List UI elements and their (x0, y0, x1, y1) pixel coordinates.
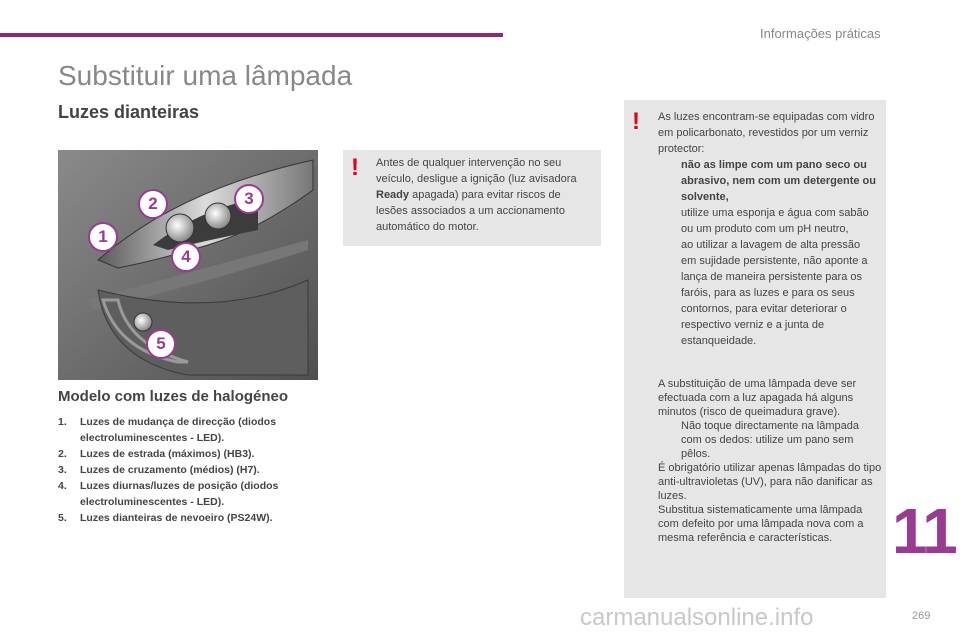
callout-5: 5 (146, 329, 176, 359)
header-accent-bar (0, 33, 503, 37)
bulb-list (58, 414, 328, 526)
headlamp-photo (58, 150, 318, 380)
list-number: 4. (58, 480, 67, 492)
lens-care-text (658, 109, 878, 349)
checkbox-bullet-icon (658, 157, 681, 205)
bullet-item (658, 419, 882, 461)
warning-text-part: Antes de qualquer intervenção no seu veículo, desligue a ignição (luz avisadora (376, 157, 577, 185)
watermark: carmanualsonline.info (580, 604, 814, 631)
intro-text: As luzes encontram-se equipadas com vidro em policarbonato, revestidos por um verniz protector: (658, 111, 875, 155)
warning-text-part: apagada) para evitar riscos de lesões associados a um accionamento automático do motor. (376, 189, 565, 233)
chapter-number: 11 (892, 495, 956, 567)
subtitle: Luzes dianteiras (58, 102, 200, 122)
model-title: Modelo com luzes de halogéneo (58, 388, 289, 405)
exclamation-icon: ! (632, 108, 640, 135)
callout-1: 1 (88, 222, 118, 252)
list-number: 1. (58, 416, 67, 428)
bullet-item (658, 237, 878, 349)
checkbox-bullet-icon (658, 205, 681, 237)
list-text: Luzes de cruzamento (médios) (H7). (80, 464, 260, 476)
list-item (58, 414, 328, 446)
list-item (58, 446, 328, 462)
page-title: Substituir uma lâmpada (58, 60, 353, 91)
warning-box-ignition (343, 150, 601, 246)
bullet-list (658, 419, 882, 461)
replacement-text (658, 377, 882, 545)
callout-3: 3 (234, 184, 264, 214)
list-text: Luzes de mudança de direcção (diodos electroluminescentes - LED). (80, 416, 277, 444)
bullet-text: não as limpe com um pano seco ou abrasivo, nem com um detergente ou solvente, (681, 159, 876, 203)
list-item (58, 462, 328, 478)
bullet-item (658, 157, 878, 205)
checkbox-bullet-icon (658, 237, 681, 349)
bullet-list (658, 157, 878, 349)
list-text: Luzes dianteiras de nevoeiro (PS24W). (80, 512, 273, 524)
warning-box-lenses (624, 100, 886, 598)
exclamation-icon: ! (351, 154, 359, 181)
paragraph: A substituição de uma lâmpada deve ser efectuada com a luz apagada há alguns minutos (risco de queimadura grave). (658, 378, 857, 418)
list-item (58, 478, 328, 510)
checkbox-bullet-icon (658, 419, 681, 461)
bullet-text: utilize uma esponja e água com sabão ou um produto com um pH neutro, (681, 207, 869, 235)
list-number: 5. (58, 512, 67, 524)
bullet-item (658, 205, 878, 237)
list-text: Luzes de estrada (máximos) (HB3). (80, 448, 255, 460)
paragraph: Substitua sistematicamente uma lâmpada com defeito por uma lâmpada nova com a mesma referência e características. (658, 504, 864, 544)
list-text: Luzes diurnas/luzes de posição (diodos electroluminescentes - LED). (80, 480, 279, 508)
bullet-text: Não toque directamente na lâmpada com os dedos: utilize um pano sem pêlos. (681, 420, 859, 460)
list-number: 2. (58, 448, 67, 460)
list-item (58, 510, 328, 526)
callout-2: 2 (138, 189, 168, 219)
page-number: 269 (912, 610, 931, 622)
section-title: Informações práticas (760, 26, 881, 41)
paragraph: É obrigatório utilizar apenas lâmpadas do tipo anti-ultravioletas (UV), para não danificar as luzes. (658, 462, 882, 502)
callout-4: 4 (171, 242, 201, 272)
warning-text (376, 155, 594, 235)
list-number: 3. (58, 464, 67, 476)
bullet-text: ao utilizar a lavagem de alta pressão em sujidade persistente, não aponte a lança de maneira persistente para os faróis, para as luzes e para os seus contornos, para evitar deteriorar o respectivo verniz e a junta de estanqueidade. (681, 239, 868, 347)
ready-label: Ready (376, 189, 410, 201)
